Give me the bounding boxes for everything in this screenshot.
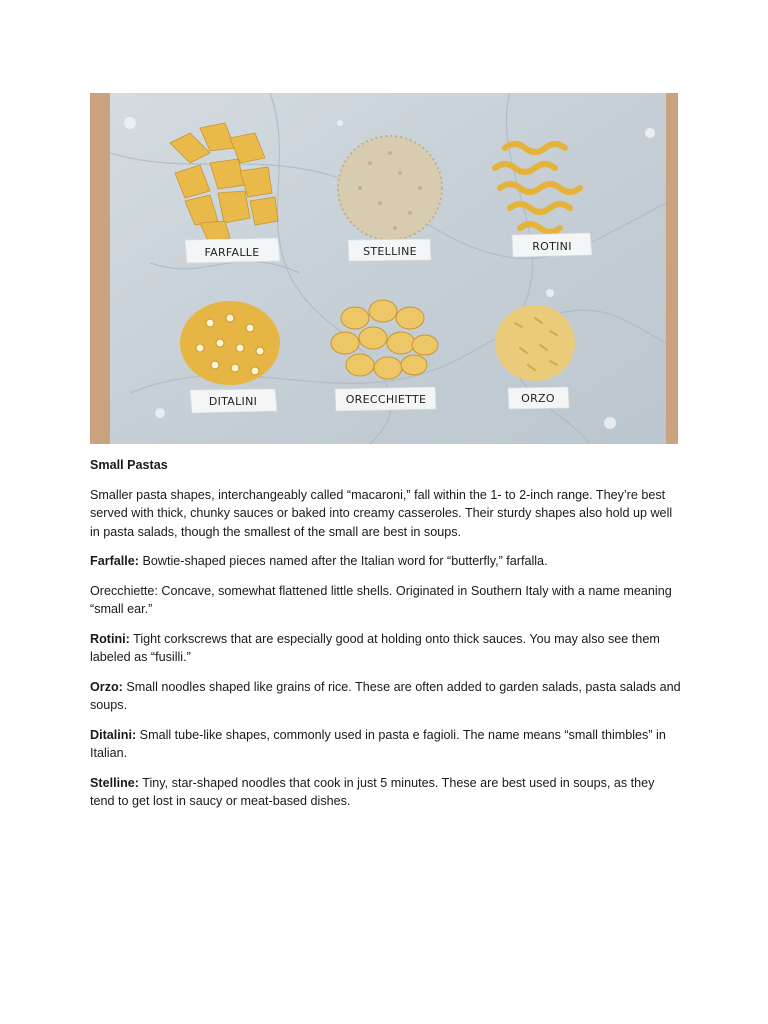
intro-paragraph: Smaller pasta shapes, interchangeably called “macaroni,” fall within the 1- to 2-inch range. They’re best served with thick, chunky sauces or baked into creamy casseroles. Their sturdy shapes also hold up well in pasta salads, though the smallest of the small are best in soups.	[90, 487, 673, 539]
orzo-pile	[495, 305, 575, 381]
entry-term: Orecchiette:	[90, 583, 158, 598]
entry-orecchiette	[90, 582, 682, 619]
ditalini-tape-label: DITALINI	[208, 395, 258, 408]
entry-text: Small tube-like shapes, commonly used in pasta e fagioli. The name means “small thimbles” in Italian.	[90, 727, 666, 760]
stelline-tape-label: STELLINE	[363, 245, 417, 258]
article-body	[90, 456, 682, 822]
orzo-tape-label: ORZO	[521, 392, 555, 405]
farfalle-tape-label: FARFALLE	[204, 246, 260, 259]
entry-text: Bowtie-shaped pieces named after the Italian word for “butterfly,” farfalla.	[139, 554, 548, 568]
entry-text: Tiny, star-shaped noodles that cook in just 5 minutes. These are best used in soups, as they tend to get lost in saucy or meat-based dishes.	[90, 775, 655, 808]
entry-text: Tight corkscrews that are especially good at holding onto thick sauces. You may also see them labeled as “fusilli.”	[90, 631, 660, 664]
entry-stelline	[90, 774, 682, 811]
pasta-photo	[90, 93, 678, 444]
entry-rotini	[90, 630, 682, 667]
entry-orzo	[90, 678, 682, 715]
entry-term: Stelline:	[90, 775, 139, 790]
ditalini-pile	[180, 301, 280, 385]
orecchiette-pile	[331, 300, 438, 379]
entry-term: Ditalini:	[90, 727, 137, 742]
rotini-tape-label: ROTINI	[532, 240, 572, 253]
entry-term: Rotini:	[90, 631, 130, 646]
entry-text: Concave, somewhat flattened little shells. Originated in Southern Italy with a name meaning “small ear.”	[90, 583, 672, 616]
section-heading: Small Pastas	[90, 458, 168, 472]
entry-term: Farfalle:	[90, 554, 139, 568]
entry-farfalle	[90, 552, 682, 571]
entry-term: Orzo:	[90, 679, 123, 694]
orecchiette-tape-label: ORECCHIETTE	[345, 393, 427, 406]
entry-text: Small noodles shaped like grains of rice. These are often added to garden salads, pasta salads and soups.	[90, 679, 681, 712]
entry-ditalini	[90, 726, 682, 763]
stelline-pile	[338, 136, 442, 240]
